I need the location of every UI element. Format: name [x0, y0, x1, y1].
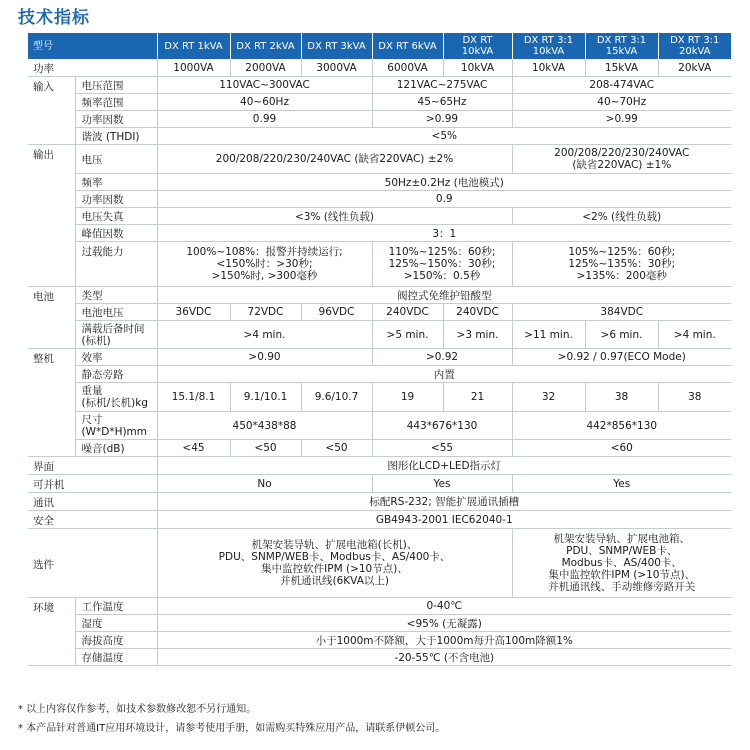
- row-label: 过载能力: [75, 242, 157, 287]
- cell: 图形化LCD+LED指示灯: [157, 457, 731, 475]
- row-unit-size: [28, 412, 731, 440]
- row-input-frequency: [28, 94, 731, 111]
- row-label: 电压范围: [75, 77, 157, 94]
- row-power: [28, 59, 731, 77]
- row-label: 可并机: [28, 475, 157, 493]
- model-header: DX RT 3:1 15kVA: [585, 33, 658, 59]
- row-label: 工作温度: [75, 598, 157, 615]
- cell: 2000VA: [230, 59, 301, 77]
- cell: <50: [230, 440, 301, 457]
- row-unit-efficiency: [28, 349, 731, 366]
- cell: 6000VA: [372, 59, 443, 77]
- row-battery-backup: [28, 321, 731, 349]
- cell: 32: [512, 383, 585, 412]
- cell: 19: [372, 383, 443, 412]
- row-label: 电压: [75, 145, 157, 174]
- row-label: 频率: [75, 174, 157, 191]
- model-header: DX RT 3:1 10kVA: [512, 33, 585, 59]
- cell: <95% (无凝露): [157, 615, 731, 632]
- cell: 50Hz±0.2Hz (电池模式): [157, 174, 731, 191]
- row-label: 重量 (标机/长机)kg: [75, 383, 157, 412]
- row-input-voltage: [28, 77, 731, 94]
- cell: 110VAC~300VAC: [157, 77, 372, 94]
- row-label: 尺寸 (W*D*H)mm: [75, 412, 157, 440]
- cell: No: [157, 475, 372, 493]
- cell: 小于1000m不降额，大于1000m每升高100m降额1%: [157, 632, 731, 649]
- cell: 1000VA: [157, 59, 230, 77]
- cell: 10kVA: [512, 59, 585, 77]
- row-label: 电池电压: [75, 304, 157, 321]
- cell: 机架安装导轨、扩展电池箱、 PDU、SNMP/WEB卡、 Modbus卡、AS/400卡、 集中监控软件IPM (>10节点)、 并机通讯线、手动维修旁路开关: [512, 529, 731, 598]
- row-interface: [28, 457, 731, 475]
- cell: <60: [512, 440, 731, 457]
- row-output-pf: [28, 191, 731, 208]
- cell: 100%~108%：报警并持续运行; <150%时：>30秒; >150%时, >300毫秒: [157, 242, 372, 287]
- cell: >0.99: [372, 111, 512, 128]
- cell: 240VDC: [443, 304, 512, 321]
- cell: 3000VA: [301, 59, 372, 77]
- model-header: DX RT 6kVA: [372, 33, 443, 59]
- cell: 384VDC: [512, 304, 731, 321]
- row-label: 静态旁路: [75, 366, 157, 383]
- cell: 240VDC: [372, 304, 443, 321]
- cell: 40~60Hz: [157, 94, 372, 111]
- category-unit: 整机: [28, 349, 75, 457]
- page-title: 技术指标: [18, 8, 90, 28]
- row-options: [28, 529, 731, 598]
- row-env-altitude: [28, 632, 731, 649]
- cell: 9.1/10.1: [230, 383, 301, 412]
- row-battery-type: [28, 287, 731, 304]
- cell: >0.92: [372, 349, 512, 366]
- row-label: 界面: [28, 457, 157, 475]
- row-env-humidity: [28, 615, 731, 632]
- cell: 36VDC: [157, 304, 230, 321]
- cell: Yes: [372, 475, 512, 493]
- row-label: 功率因数: [75, 111, 157, 128]
- cell: >5 min.: [372, 321, 443, 349]
- cell: 72VDC: [230, 304, 301, 321]
- category-input: 输入: [28, 77, 75, 145]
- row-label: 安全: [28, 511, 157, 529]
- cell: 121VAC~275VAC: [372, 77, 512, 94]
- row-input-thdi: [28, 128, 731, 145]
- cell: <3% (线性负载): [157, 208, 512, 225]
- footnote: * 以上内容仅作参考，如技术参数修改恕不另行通知。: [18, 704, 257, 715]
- header-row: [28, 33, 731, 59]
- row-label: 电压失真: [75, 208, 157, 225]
- row-unit-weight: [28, 383, 731, 412]
- row-label: 选件: [28, 529, 157, 598]
- model-header: DX RT 10kVA: [443, 33, 512, 59]
- header-label: 型号: [28, 33, 157, 59]
- cell: 阀控式免维护铅酸型: [157, 287, 731, 304]
- cell: 0.9: [157, 191, 731, 208]
- row-unit-bypass: [28, 366, 731, 383]
- category-env: 环境: [28, 598, 75, 666]
- row-output-frequency: [28, 174, 731, 191]
- row-label: 峰值因数: [75, 225, 157, 242]
- cell: >0.90: [157, 349, 372, 366]
- cell: 38: [585, 383, 658, 412]
- row-label: 湿度: [75, 615, 157, 632]
- row-parallel: [28, 475, 731, 493]
- row-env-storage: [28, 649, 731, 666]
- row-input-pf: [28, 111, 731, 128]
- row-label: 噪音(dB): [75, 440, 157, 457]
- cell: 15kVA: [585, 59, 658, 77]
- row-env-temp: [28, 598, 731, 615]
- cell: GB4943-2001 IEC62040-1: [157, 511, 731, 529]
- cell: 9.6/10.7: [301, 383, 372, 412]
- category-battery: 电池: [28, 287, 75, 349]
- cell: -20-55℃ (不含电池): [157, 649, 731, 666]
- model-header: DX RT 2kVA: [230, 33, 301, 59]
- cell: 450*438*88: [157, 412, 372, 440]
- cell: 45~65Hz: [372, 94, 512, 111]
- cell: <5%: [157, 128, 731, 145]
- model-header: DX RT 1kVA: [157, 33, 230, 59]
- row-output-distortion: [28, 208, 731, 225]
- row-output-crest: [28, 225, 731, 242]
- row-label: 效率: [75, 349, 157, 366]
- cell: Yes: [512, 475, 731, 493]
- cell: 38: [658, 383, 731, 412]
- category-output: 输出: [28, 145, 75, 287]
- cell: >0.99: [512, 111, 731, 128]
- footnotes: [18, 700, 445, 738]
- cell: <50: [301, 440, 372, 457]
- cell: 105%~125%：60秒; 125%~135%：30秒; >135%：200毫秒: [512, 242, 731, 287]
- cell: 20kVA: [658, 59, 731, 77]
- cell: 0-40℃: [157, 598, 731, 615]
- cell: 40~70Hz: [512, 94, 731, 111]
- cell: >3 min.: [443, 321, 512, 349]
- row-label: 通讯: [28, 493, 157, 511]
- row-safety: [28, 511, 731, 529]
- cell: 96VDC: [301, 304, 372, 321]
- footnote: * 本产品针对普通IT应用环境设计，请参考使用手册，如需购买特殊应用产品，请联系伊顿公司。: [18, 723, 446, 734]
- cell: >4 min.: [658, 321, 731, 349]
- cell: 机架安装导轨、扩展电池箱(长机)、 PDU、SNMP/WEB卡、Modbus卡、AS/400卡、 集中监控软件IPM (>10节点)、 并机通讯线(6KVA以上): [157, 529, 512, 598]
- cell: <55: [372, 440, 512, 457]
- cell: 200/208/220/230/240VAC (缺省220VAC) ±2%: [157, 145, 512, 174]
- cell: 443*676*130: [372, 412, 512, 440]
- row-label: 功率: [28, 59, 157, 77]
- cell: >11 min.: [512, 321, 585, 349]
- row-label: 谐波 (THDI): [75, 128, 157, 145]
- spec-table: [28, 33, 731, 666]
- row-label: 功率因数: [75, 191, 157, 208]
- cell: >4 min.: [157, 321, 372, 349]
- cell: 200/208/220/230/240VAC (缺省220VAC) ±1%: [512, 145, 731, 174]
- cell: 标配RS-232; 智能扩展通讯插槽: [157, 493, 731, 511]
- cell: 21: [443, 383, 512, 412]
- row-label: 频率范围: [75, 94, 157, 111]
- cell: 442*856*130: [512, 412, 731, 440]
- cell: 208-474VAC: [512, 77, 731, 94]
- cell: 内置: [157, 366, 731, 383]
- cell: >0.92 / 0.97(ECO Mode): [512, 349, 731, 366]
- row-battery-voltage: [28, 304, 731, 321]
- cell: 10kVA: [443, 59, 512, 77]
- row-output-voltage: [28, 145, 731, 174]
- cell: 110%~125%：60秒; 125%~150%：30秒; >150%：0.5秒: [372, 242, 512, 287]
- cell: 0.99: [157, 111, 372, 128]
- cell: >6 min.: [585, 321, 658, 349]
- model-header: DX RT 3:1 20kVA: [658, 33, 731, 59]
- cell: 3：1: [157, 225, 731, 242]
- cell: <45: [157, 440, 230, 457]
- row-label: 存储温度: [75, 649, 157, 666]
- row-label: 类型: [75, 287, 157, 304]
- row-comm: [28, 493, 731, 511]
- row-label: 满载后备时间 (标机): [75, 321, 157, 349]
- cell: <2% (线性负载): [512, 208, 731, 225]
- model-header: DX RT 3kVA: [301, 33, 372, 59]
- row-output-overload: [28, 242, 731, 287]
- cell: 15.1/8.1: [157, 383, 230, 412]
- row-label: 海拔高度: [75, 632, 157, 649]
- row-unit-noise: [28, 440, 731, 457]
